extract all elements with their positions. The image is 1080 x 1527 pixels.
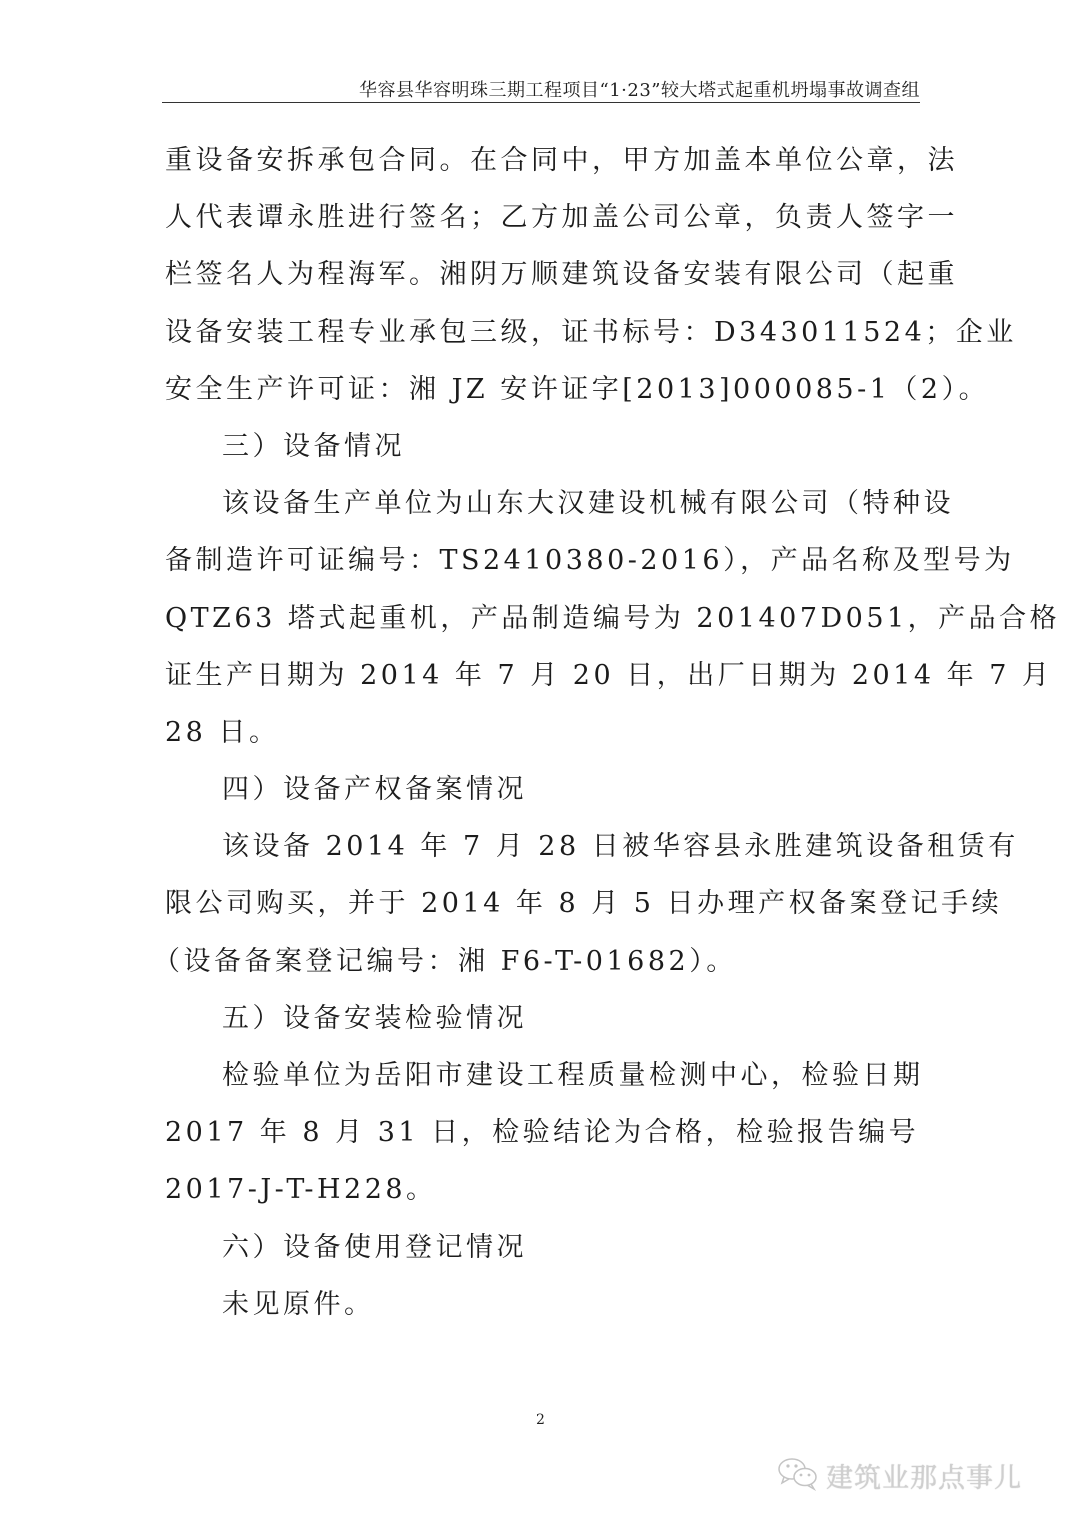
- section-heading-equipment: 三）设备情况: [222, 430, 405, 462]
- section-heading-property-record: 四）设备产权备案情况: [222, 774, 527, 806]
- page-number: 2: [536, 1412, 545, 1428]
- body-line: （设备备案登记编号：湘 F6-T-01682）。: [153, 945, 737, 977]
- running-header: [162, 72, 920, 103]
- body-line: 2017-J-T-H228。: [165, 1174, 437, 1206]
- body-line: 备制造许可证编号：TS2410380-2016），产品名称及型号为: [165, 545, 1015, 577]
- body-line: 未见原件。: [222, 1288, 375, 1320]
- watermark: [776, 1455, 1022, 1495]
- body-line: 人代表谭永胜进行签名；乙方加盖公司公章，负责人签字一: [165, 202, 958, 234]
- body-line: 限公司购买，并于 2014 年 8 月 5 日办理产权备案登记手续: [165, 888, 1003, 920]
- header-title: 华容县华容明珠三期工程项目“1·23”较大塔式起重机坍塌事故调查组: [359, 80, 920, 101]
- body-line: 设备安装工程专业承包三级，证书标号：D343011524；企业: [165, 316, 1017, 348]
- body-line: 2017 年 8 月 31 日，检验结论为合格，检验报告编号: [165, 1117, 920, 1149]
- body-line: 重设备安拆承包合同。在合同中，甲方加盖本单位公章，法: [165, 145, 958, 176]
- document-body: [153, 132, 1061, 1333]
- body-line: 安全生产许可证：湘 JZ 安许证字[2013]000085-1（2）。: [165, 373, 990, 405]
- watermark-text: 建筑业那点事儿: [826, 1462, 1022, 1494]
- body-line: 证生产日期为 2014 年 7 月 20 日，出厂日期为 2014 年 7 月: [165, 659, 1053, 691]
- body-line: 栏签名人为程海军。湘阴万顺建筑设备安装有限公司（起重: [165, 259, 958, 291]
- body-line: QTZ63 塔式起重机，产品制造编号为 201407D051，产品合格: [165, 602, 1061, 634]
- body-line: 该设备生产单位为山东大汉建设机械有限公司（特种设: [222, 488, 954, 520]
- wechat-icon: [776, 1455, 820, 1495]
- body-line: 该设备 2014 年 7 月 28 日被华容县永胜建筑设备租赁有: [222, 831, 1019, 863]
- body-line: 检验单位为岳阳市建设工程质量检测中心，检验日期: [222, 1060, 924, 1091]
- section-heading-installation-inspection: 五）设备安装检验情况: [222, 1002, 527, 1034]
- section-heading-usage-registration: 六）设备使用登记情况: [222, 1231, 527, 1263]
- body-line: 28 日。: [165, 716, 280, 748]
